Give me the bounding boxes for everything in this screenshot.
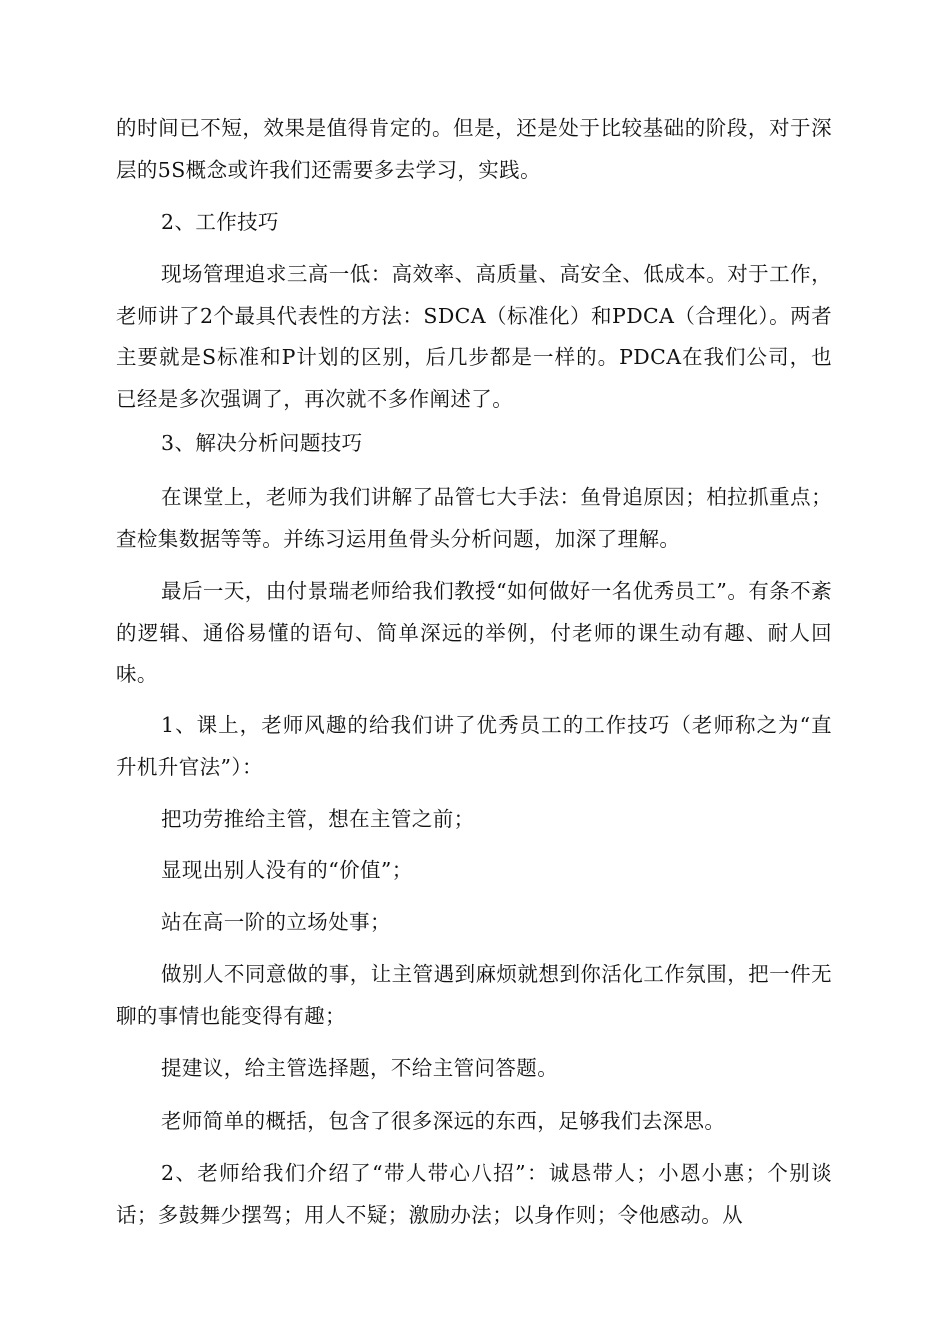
paragraph-last-day: 最后一天，由付景瑞老师给我们教授“如何做好一名优秀员工”。有条不紊的逻辑、通俗易懂的语句、简单深远的举例，付老师的课生动有趣、耐人回味。 bbox=[116, 579, 832, 686]
paragraph-eight-tips: 2、老师给我们介绍了“带人带心八招”：诚恳带人；小恩小惠；个别谈话；多鼓舞少摆驾；用人不疑；激励办法；以身作则；令他感动。从 bbox=[116, 1161, 832, 1227]
list-item-difficult-tasks: 做别人不同意做的事，让主管遇到麻烦就想到你活化工作氛围，把一件无聊的事情也能变得有趣； bbox=[116, 962, 832, 1028]
paragraph-qc-tools: 在课堂上，老师为我们讲解了品管七大手法：鱼骨追原因；柏拉抓重点；查检集数据等等。并练习运用鱼骨头分析问题，加深了理解。 bbox=[116, 485, 832, 551]
paragraph-summary: 老师简单的概括，包含了很多深远的东西，足够我们去深思。 bbox=[161, 1109, 726, 1133]
list-item-credit: 把功劳推给主管，想在主管之前； bbox=[161, 807, 475, 831]
heading-work-skills: 2、工作技巧 bbox=[161, 210, 279, 234]
list-item-suggestions: 提建议，给主管选择题，不给主管问答题。 bbox=[161, 1056, 559, 1080]
paragraph-site-management: 现场管理追求三高一低：高效率、高质量、高安全、低成本。对于工作，老师讲了2个最具代表性的方法：SDCA（标准化）和PDCA（合理化）。两者主要就是S标准和P计划的区别，后几步都是一样的。PDCA在我们公司，也已经是多次强调了，再次就不多作阐述了。 bbox=[116, 262, 832, 411]
list-item-value: 显现出别人没有的“价值”； bbox=[161, 858, 413, 882]
heading-problem-solving: 3、解决分析问题技巧 bbox=[161, 431, 363, 455]
list-item-perspective: 站在高一阶的立场处事； bbox=[161, 910, 391, 934]
paragraph-continued: 的时间已不短，效果是值得肯定的。但是，还是处于比较基础的阶段，对于深层的5S概念或许我们还需要多去学习，实践。 bbox=[116, 116, 832, 182]
paragraph-skills-intro: 1、课上，老师风趣的给我们讲了优秀员工的工作技巧（老师称之为“直升机升官法”）： bbox=[116, 713, 832, 779]
